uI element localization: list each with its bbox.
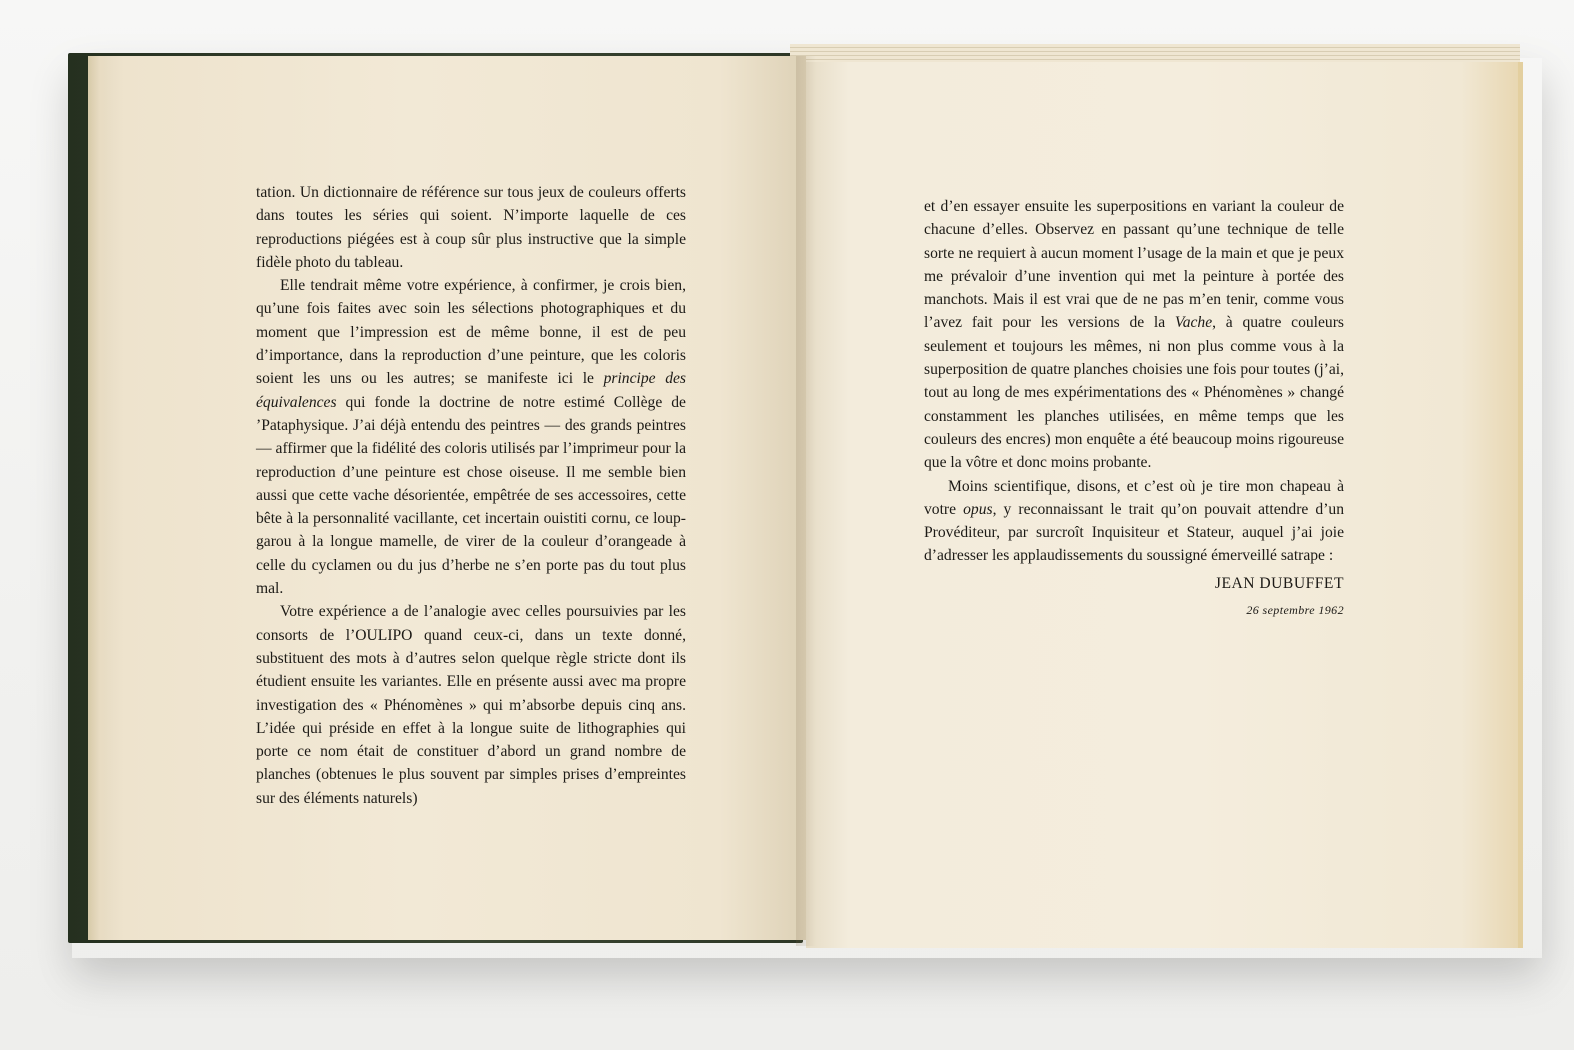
right-paragraph-1 [924,195,1344,475]
right-paragraph-2-text-a: Moins scientifique, disons, et c’est où je tire mon chapeau à votre [924,477,1344,518]
date-line: 26 septembre 1962 [1246,603,1344,618]
book-gutter [796,56,816,946]
right-paragraph-2 [924,475,1344,568]
signature: JEAN DUBUFFET [1214,574,1344,592]
right-paragraph-1-text-b: , à quatre couleurs seulement et toujours les mêmes, ni non plus comme vous à la superposition de quatre planches choisies une fois pour toutes (j’ai, tout au long de mes expérimentations des « Phénomènes » changé constamment les planches utilisées, en même temps que les couleurs des encres) mon enquête a été beaucoup moins rigoureuse que la vôtre et donc moins probante. [924,314,1344,472]
left-paragraph-2 [256,274,686,600]
left-paragraph-3: Votre expérience a de l’analogie avec celles poursuivies par les consorts de l’OULIPO quand ceux-ci, dans un texte donné, substituent des mots à d’autres selon quelque règle stricte dont ils étudient ensuite les variantes. Elle en présente aussi avec ma propre investigation des « Phénomènes » qui m’absorbe depuis cinq ans. L’idée qui préside en effet à la longue suite de lithographies qui porte ce nom était de constituer d’abord un grand nombre de planches (obtenues le plus souvent par simples prises d’empreintes sur des éléments naturels) [256,603,686,807]
left-paragraph-2-italic: principe des équivalences [256,370,687,411]
right-paragraph-2-text-b: , y reconnaissant le trait qu’on pouvait attendre d’un Provéditeur, par surcroît Inquisiteur et Stateur, auquel j’ai joie d’adresser les applaudissements du soussigné émerveillé satrape : [924,500,1344,565]
right-text-column [924,195,1344,622]
left-paragraph-1: tation. Un dictionnaire de référence sur tous jeux de couleurs offerts dans toutes les séries qui soient. N’importe laquelle de ces reproductions piégées est à coup sûr plus instructive que la simple fidèle photo du tableau. [256,184,686,271]
right-paragraph-1-italic: Vache [1174,314,1213,332]
left-page-edge [88,56,108,940]
right-paragraph-2-italic: opus [963,500,993,518]
left-text-column [256,181,686,810]
left-paragraph-2-text-a: Elle tendrait même votre expérience, à confirmer, je crois bien, qu’une fois faites avec soin les sélections photographiques et du moment que l’impression est de même bonne, il est de peu d’importance, dans la reproduction d’une peinture, que les coloris soient les uns ou les autres; se manifeste ici le [256,277,686,388]
right-paragraph-1-text-a: et d’en essayer ensuite les superpositions en variant la couleur de chacune d’elles. Observez en passant qu’une technique de telle sorte ne requiert à aucun moment l’usage de la main et que je peux me prévaloir d’une invention qui met la peinture à portée des manchots. Mais il est vrai que de ne pas m’en tenir, comme vous l’avez fait pour les versions de la [924,198,1344,332]
left-paragraph-2-text-b: qui fonde la doctrine de notre estimé Collège de ’Pataphysique. J’ai déjà entendu des peintres — des grands peintres — affirmer que la fidélité des coloris utilisés par l’imprimeur pour la reproduction d’une peinture est chose oiseuse. Il me semble bien aussi que cette vache désorientée, empêtrée de ses accessoires, cette bête à la personnalité vacillante, cet incertain ouistiti cornu, ce loup-garou à la longue mamelle, de virer de la couleur d’orangeade à celle du cyclamen ou du jus d’herbe ne s’en porte pas du tout plus mal. [256,393,686,598]
right-page [806,62,1523,948]
left-page [88,56,806,940]
